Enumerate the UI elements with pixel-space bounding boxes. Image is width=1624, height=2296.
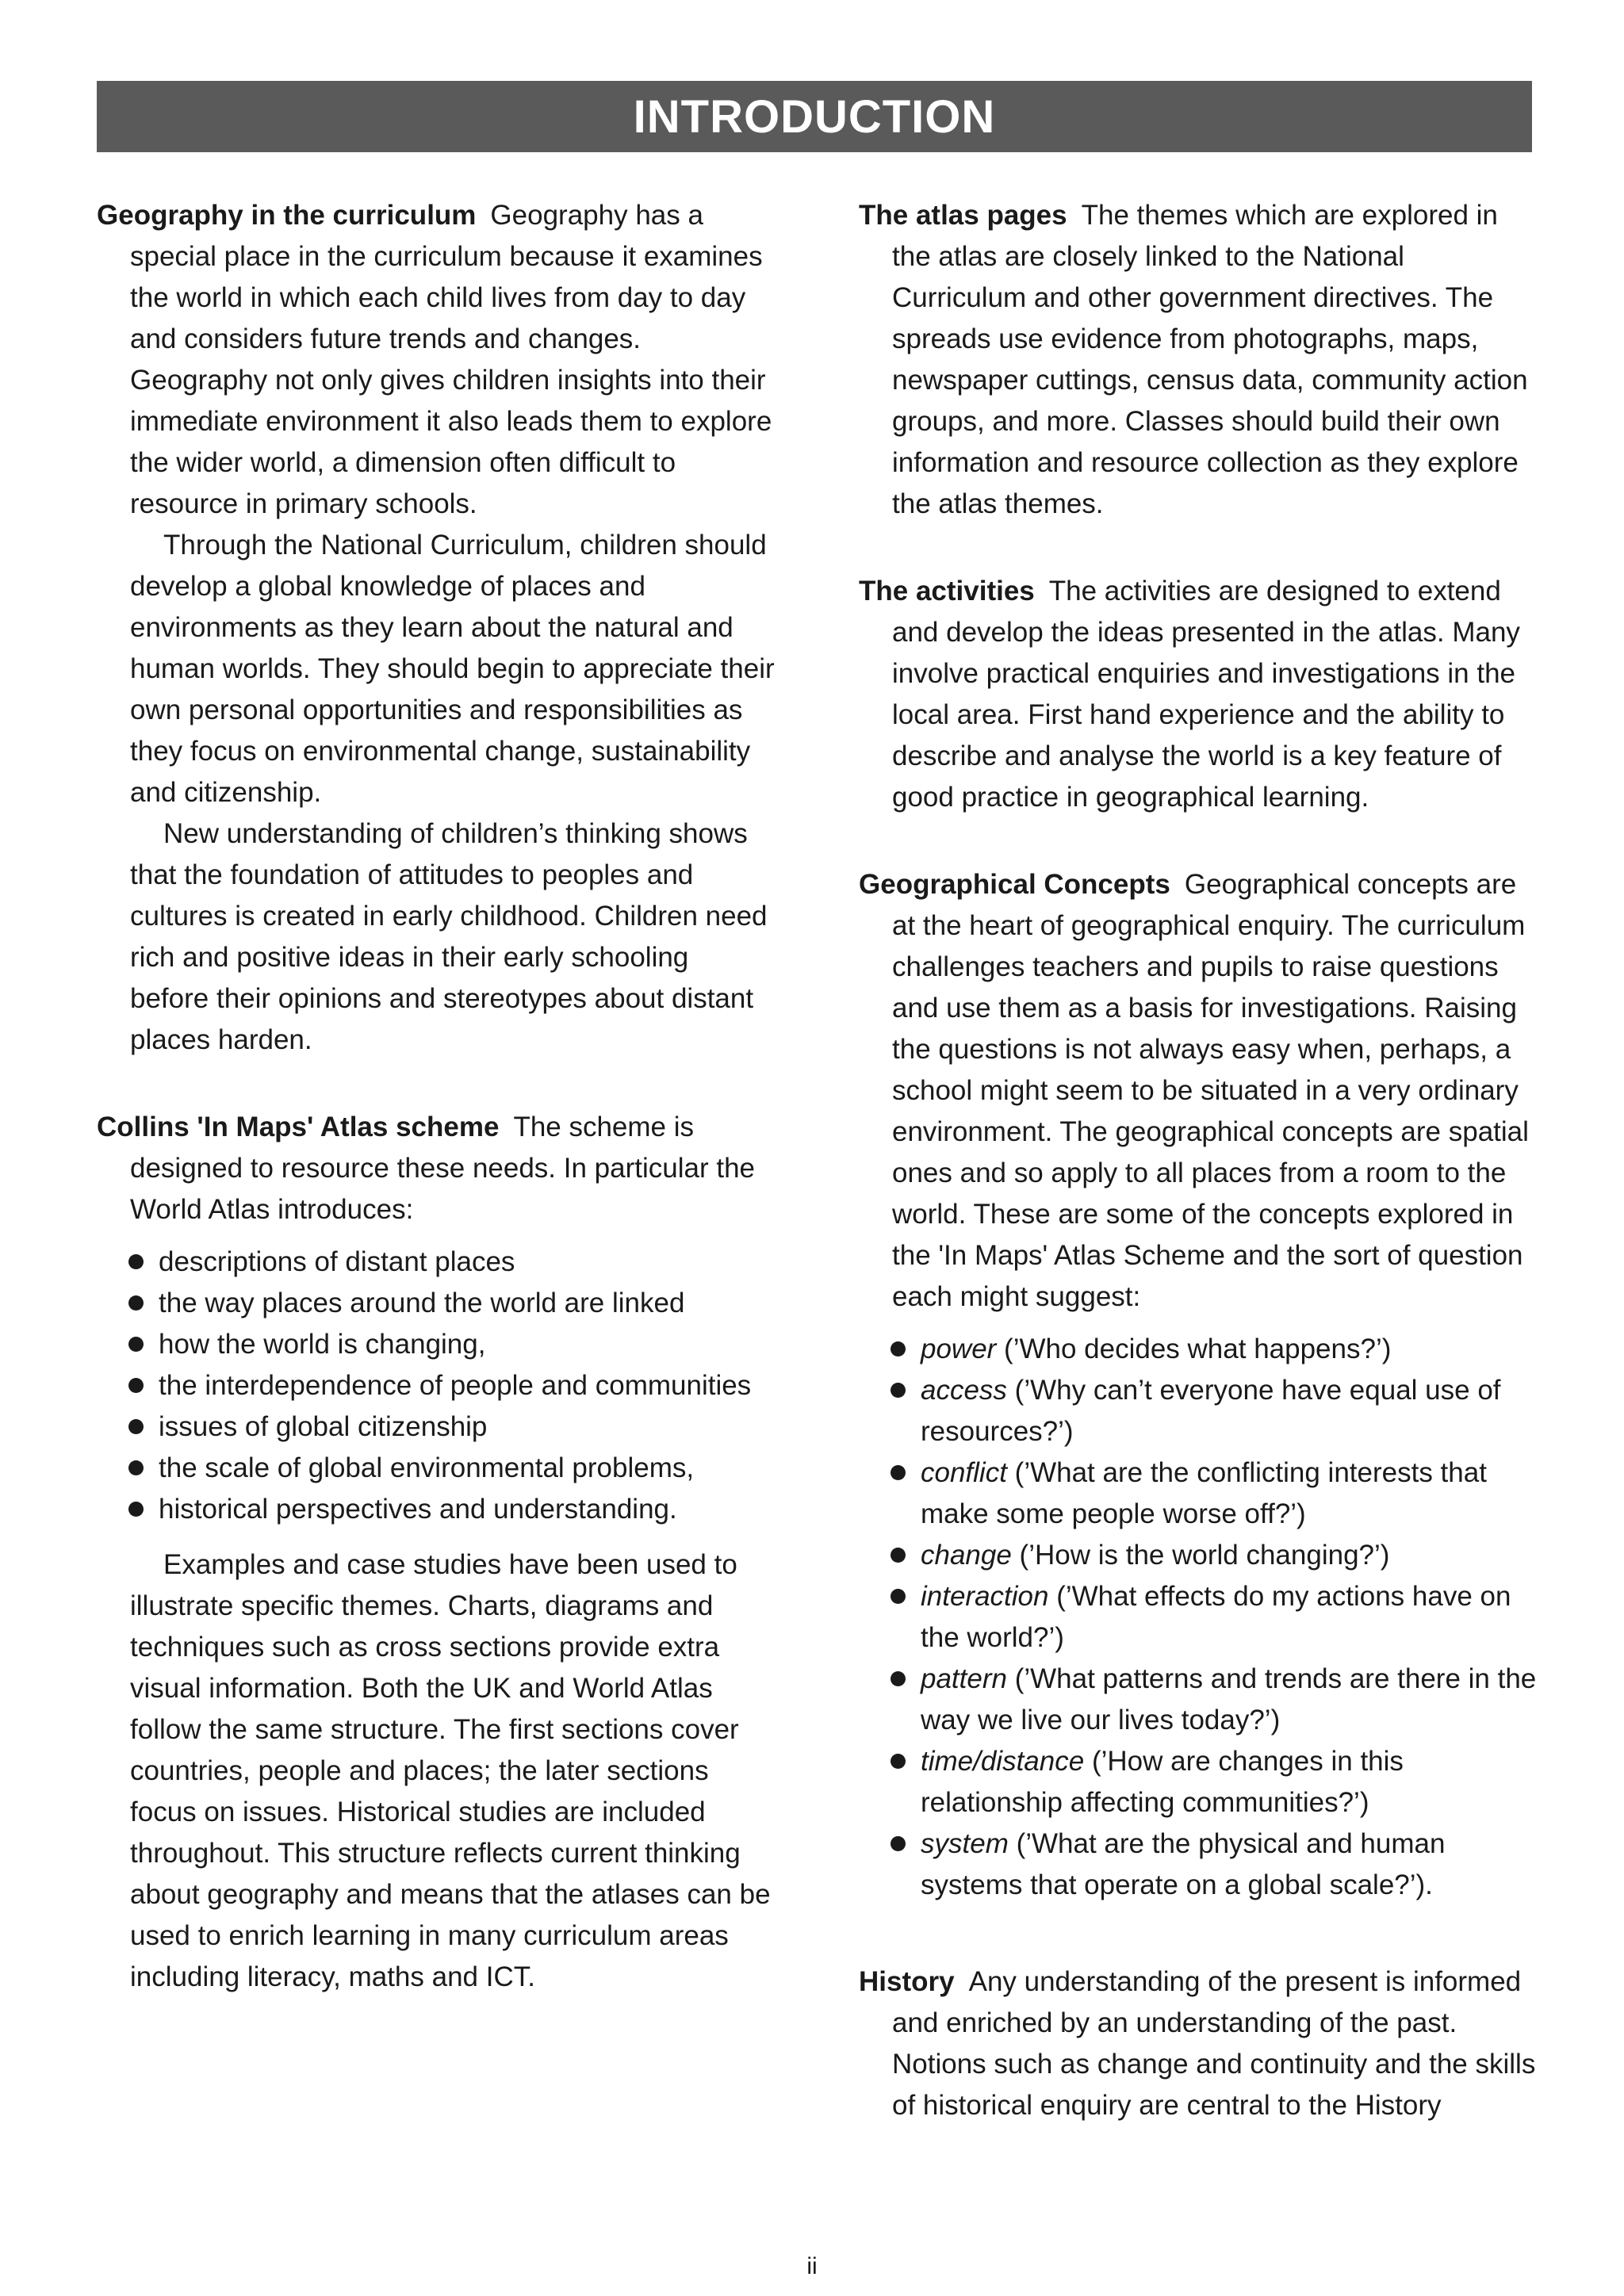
list-item: historical perspectives and understanding. — [128, 1489, 775, 1530]
section-text: Geographical concepts are at the heart of geographical enquiry. The curriculum challenges teachers and pupils to raise questions and use them as a basis for investigations. Raising the questions is not always easy when, perhaps, a school might seem to be situated in a very ordinary environment. The geographical concepts are spatial ones and so apply to all places from a room to the world. These are some of the concepts explored in the 'In Maps' Atlas Scheme and the sort of question each might suggest: — [892, 869, 1529, 1312]
list-item: power (’Who decides what happens?’) — [891, 1329, 1541, 1370]
bullet-icon — [128, 1295, 144, 1311]
bullet-icon — [891, 1754, 906, 1769]
list-item: issues of global citizenship — [128, 1406, 775, 1448]
paragraph: New understanding of children’s thinking shows that the foundation of attitudes to peoples and cultures is created in early childhood. Children need rich and positive ideas in their early schooling before their opinions and stereotypes about distant places harden. — [130, 818, 768, 1055]
list-item: pattern (’What patterns and trends are there in the way we live our lives today?’) — [891, 1659, 1541, 1741]
page-number: ii — [806, 2253, 818, 2279]
atlas-features-list — [97, 1242, 775, 1530]
section-heading: Collins 'In Maps' Atlas scheme — [97, 1112, 500, 1142]
left-column — [97, 195, 775, 1998]
bullet-icon — [891, 1836, 906, 1851]
bullet-icon — [128, 1502, 144, 1517]
list-item: system (’What are the physical and human systems that operate on a global scale?’). — [891, 1823, 1541, 1906]
bullet-icon — [128, 1378, 144, 1393]
section-text: The themes which are explored in the atlas are closely linked to the National Curriculum and other government directives. The spreads use evidence from photographs, maps, newspaper cuttings, census data, community action groups, and more. Classes should build their own information and resource collection as they explore the atlas themes. — [892, 200, 1528, 519]
bullet-icon — [891, 1548, 906, 1563]
collins-scheme-section — [97, 1107, 775, 1230]
list-item: descriptions of distant places — [128, 1242, 775, 1283]
section-text: Any understanding of the present is informed and enriched by an understanding of the past. Notions such as change and continuity and the skills of historical enquiry are central to the History — [892, 1966, 1536, 2121]
page-title-banner — [97, 81, 1532, 152]
section-text: The scheme is designed to resource these needs. In particular the World Atlas introduces: — [130, 1112, 755, 1225]
bullet-icon — [891, 1671, 906, 1686]
section-heading: Geographical Concepts — [859, 869, 1170, 900]
list-item: the way places around the world are linked — [128, 1283, 775, 1324]
bullet-icon — [128, 1254, 144, 1269]
bullet-icon — [891, 1589, 906, 1604]
bullet-icon — [128, 1419, 144, 1434]
list-item: interaction (’What effects do my actions have on the world?’) — [891, 1576, 1541, 1659]
page-title: INTRODUCTION — [633, 90, 996, 143]
list-item: how the world is changing, — [128, 1324, 775, 1365]
list-item: access (’Why can’t everyone have equal use of resources?’) — [891, 1370, 1541, 1452]
list-item: the scale of global environmental problems, — [128, 1448, 775, 1489]
section-heading: The atlas pages — [859, 200, 1067, 231]
section-heading: History — [859, 1966, 955, 1997]
section-heading: Geography in the curriculum — [97, 200, 477, 231]
section-text: Geography has a special place in the curriculum because it examines the world in which each child lives from day to day and considers future trends and changes. Geography not only gives children insights into their immediate environment it also leads them to explore the wider world, a dimension often difficult to resource in primary schools. — [130, 200, 772, 519]
right-column — [859, 195, 1541, 2126]
geographical-concepts-section — [859, 864, 1541, 1318]
concepts-list — [859, 1329, 1541, 1906]
bullet-icon — [128, 1337, 144, 1352]
section-heading: The activities — [859, 576, 1035, 607]
bullet-icon — [891, 1383, 906, 1398]
geography-curriculum-section — [97, 195, 775, 525]
paragraph: Examples and case studies have been used to illustrate specific themes. Charts, diagrams and techniques such as cross sections provide extra visual information. Both the UK and World Atlas follow the same structure. The first sections cover countries, people and places; the later sections focus on issues. Historical studies are included throughout. This structure reflects current thinking about geography and means that the atlases can be used to enrich learning in many curriculum areas including literacy, maths and ICT. — [130, 1549, 771, 1992]
history-section — [859, 1961, 1541, 2126]
atlas-pages-section — [859, 195, 1541, 525]
paragraph: Through the National Curriculum, children should develop a global knowledge of places and environments as they learn about the natural and human worlds. They should begin to appreciate their own personal opportunities and responsibilities as they focus on environmental change, sustainability and citizenship. — [130, 530, 775, 808]
activities-section — [859, 571, 1541, 818]
bullet-icon — [891, 1341, 906, 1357]
bullet-icon — [128, 1460, 144, 1475]
section-text: The activities are designed to extend and develop the ideas presented in the atlas. Many involve practical enquiries and investigations in the local area. First hand experience and the ability to describe and analyse the world is a key feature of good practice in geographical learning. — [892, 576, 1520, 813]
list-item: change (’How is the world changing?’) — [891, 1535, 1541, 1576]
list-item: time/distance (’How are changes in this relationship affecting communities?’) — [891, 1741, 1541, 1823]
bullet-icon — [891, 1465, 906, 1480]
list-item: the interdependence of people and communities — [128, 1365, 775, 1406]
list-item: conflict (’What are the conflicting interests that make some people worse off?’) — [891, 1452, 1541, 1535]
